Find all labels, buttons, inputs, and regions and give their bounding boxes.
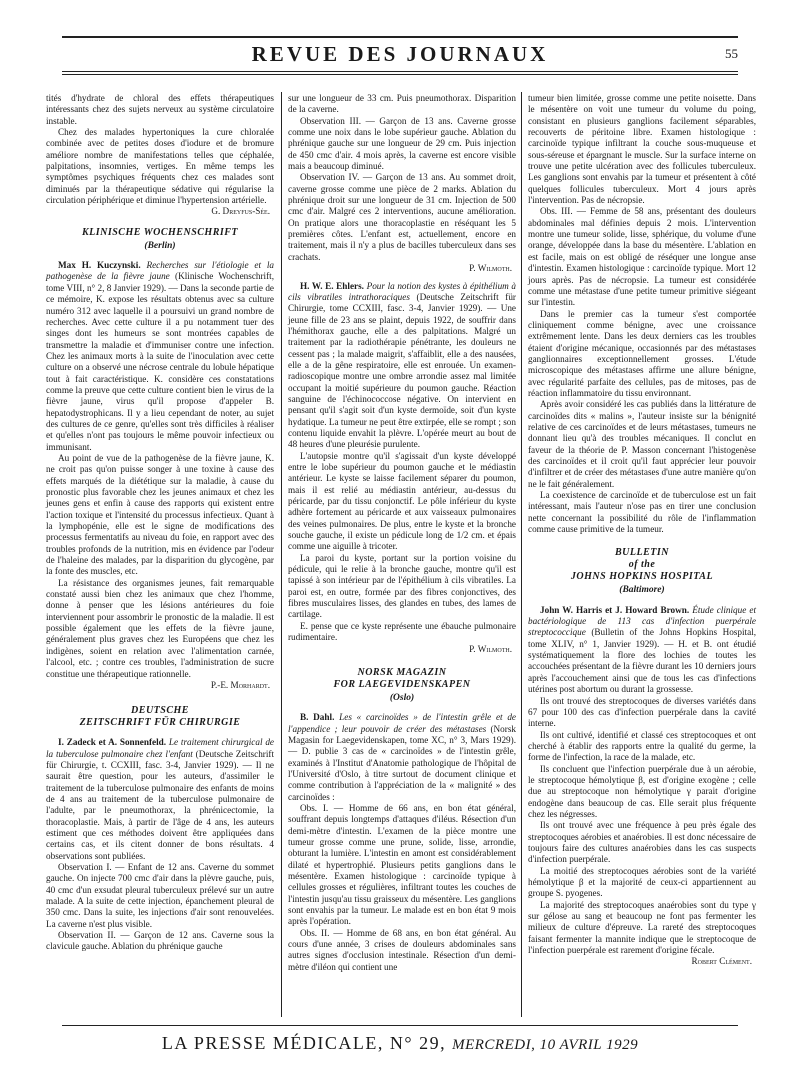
journal-heading-line: NORSK MAGAZIN	[357, 666, 447, 678]
journal-heading-line: of the	[628, 559, 656, 571]
paragraph: La paroi du kyste, portant sur la portion voisine du pédicule, qui le relie à la bronche gauche, montre qu'il est tapissé à son intérieur par de l'épithélium à cils vibratiles. La paroi est, en outre, formée par des fibres conjonctives, des fibres musculaires lisses, des glandes en tubes, des lames de cartilage.	[288, 552, 516, 620]
page-number: 55	[725, 46, 738, 61]
article-title: Étude clinique et bactériologique de 113 cas d'infection puerpérale streptococcique	[528, 604, 757, 638]
article-reference: (Norsk Magasin for Laegevidenskapen, tome XC, n° 3, Mars 1929).	[288, 723, 517, 745]
paragraph: tumeur bien limitée, grosse comme une petite noisette. Dans le mésentère on voit une tumeur du volume du poing, consistant en plusieurs ganglions facilement séparables, recouverts de péritoine libre. Examen histologique : carcinoïde typique infiltrant la couche sous-muqueuse et sous-séreuse et épargnant le muscle. Sur la surface interne on trouve une petite ulcération avec des follicules tuberculeux. Les ganglions sont envahis par la tumeur et présentent à côté quelques follicules tuberculeux. Mort 4 jours après l'intervention. Pas de nécropsie.	[528, 93, 756, 206]
paragraph: Obs. III. — Femme de 58 ans, présentant des douleurs abdominales mal définies depuis 2 mois. L'intervention montre une tumeur solide, lisse, sphérique, du volume d'une orange, développée dans la base du mésentère. L'ablation en est facile, mais on est obligé de réséquer une longue anse d'intestin. Examen histologique : carcinoïde typique. Mort 12 jours après. Pas de nécropsie. La tumeur est considérée comme une métastase d'une petite tumeur primitive siégeant sur l'intestin.	[528, 206, 756, 308]
journal-city: (Baltimore)	[619, 585, 665, 596]
article-text: — H. et B. ont étudié systématiquement la flore des lochies de toutes les accouchées présentant de la fièvre durant les 10 derniers jours après l'accouchement ainsi que de tous les cas d'infections utérines post abortum ou durant la grossesse.	[528, 638, 756, 695]
paragraph: Ils ont trouvé avec une fréquence à peu près égale des streptocoques aérobies et anaérobies. Il est donc nécessaire de toujours faire des cultures anaérobies dans les cas suspects d'infection puerpérale.	[528, 820, 756, 865]
article-entry	[288, 712, 516, 803]
article-text: — Une jeune fille de 23 ans se plaint, depuis 1922, de souffrir dans l'hémithorax gauche, elle a des palpitations. Malgré un traitement par la radiothérapie pénétrante, les douleurs ne cessent pas ; la malade maigrit, s'affaiblit, elle a des nausées, elle a de la gêne respiratoire, elle est enrouée. Un examen-radioscopique montre une ombre arrondie assez mal limitée occupant la moitié supérieure du poumon gauche. Réaction sanguine de l'échinococcose négative. On intervient en pensant qu'il s'agit soit d'un kyste dermoïde, soit d'un kyste hydatique. La tumeur ne peut être extirpée, elle se rompt ; son contenu liquide envahit la plèvre. L'opérée meurt au bout de 48 heures d'une pleurésie purulente.	[288, 303, 516, 450]
signature: P.-E. Morhardt.	[210, 679, 270, 690]
article-author: H. W. E. Ehlers.	[300, 280, 364, 291]
footer-issue: N° 29,	[389, 1033, 447, 1053]
journal-heading	[528, 547, 756, 583]
article-text: — Il ne saurait être question, pour les auteurs, d'assimiler le traitement de la tuberculose pulmonaire des enfants de moins de 4 ans au traitement de la tuberculose pulmonaire de l'adulte, par le pneumothorax, la phrénicectomie, la thoracoplastie. Mais, à partir de l'âge de 4 ans, les auteurs estiment que ces méthodes doivent être appliquées dans certains cas, et ils citent donner de bons résultats. 4 observations sont publiées.	[46, 759, 274, 861]
article-title: Recherches sur l'étiologie et la pathogenèse de la fièvre jaune	[46, 260, 275, 282]
journal-heading-line: FOR LAEGEVIDENSKAPEN	[333, 678, 471, 690]
journal-heading-line: DEUTSCHE	[131, 705, 189, 717]
paragraph: La résistance des organismes jeunes, fait remarquable constaté aussi bien chez les animaux que chez l'homme, donne à penser que les lésions antérieures du foie interviennent pour assombrir le pronostic de la maladie. Il est possible également que les effets de la fièvre jaune, généralement plus graves chez les Européens que chez les indigènes, soient en relation avec l'alimentation carnée, l'alcool, etc. ; contre ces troubles, l'administration de sucre constitue une thérapeutique rationnelle.	[46, 577, 274, 679]
journal-city: (Berlin)	[144, 240, 176, 251]
article-entry	[46, 737, 274, 862]
article-reference: (Klinische Wochenschrift, tome VIII, n° 2, 8 Janvier 1929).	[46, 271, 275, 293]
column-divider-2	[521, 92, 522, 1017]
journal-heading-line: BULLETIN	[615, 547, 669, 559]
signature: P. Wilmoth.	[469, 263, 512, 274]
article-entry	[528, 605, 756, 696]
journal-heading	[46, 705, 274, 729]
signature: G. Dreyfus-Sée.	[211, 206, 270, 217]
footer-date: MERCREDI, 10 AVRIL 1929	[452, 1037, 639, 1053]
header-rule-top	[62, 36, 738, 38]
header-rule-bottom	[62, 71, 738, 72]
article-reference: (Deutsche Zeitschrift für Chirurgie, t. CCXIII, fasc. 3-4, Janvier 1929).	[46, 748, 275, 770]
paragraph: Obs. II. — Homme de 68 ans, en bon état général. Au cours d'une année, 3 crises de douleurs abdominales sans autres signes d'occlusion intestinale. Résection d'un demi-mètre d'iléon qui contient une	[288, 927, 516, 972]
header-rule-bottom-2	[62, 74, 738, 75]
article-entry	[288, 281, 516, 451]
paragraph: Au point de vue de la pathogenèse de la fièvre jaune, K. ne croit pas qu'on puisse songer à une toxine à cause des effets marqués de la diététique sur la maladie, à cause du pronostic plus favorable chez les jeunes animaux et chez les jeunes gens et enfin à cause des rapports qui existent entre l'action toxique et l'intensité du processus infectieux. Quant à la lymphopénie, elle est le signe de modifications des processus fermentatifs au niveau du foie, en rapport avec des troubles profonds de la nutrition, mis en évidence par l'odeur de l'haleine des malades, par la disparition du glycogène, par la fonte des muscles, etc.	[46, 452, 274, 577]
journal-heading	[288, 667, 516, 691]
footer-line	[0, 1033, 800, 1054]
paragraph: La moitié des streptocoques aérobies sont de la variété hémolytique β et la majorité de ceux-ci appartiennent au groupe S. pyogenes.	[528, 865, 756, 899]
paragraph: Chez des malades hypertoniques la cure chloralée combinée avec de petites doses d'iodure et de bromure améliore nombre de manifestations telles que céphalée, palpitations, insomnies, vertiges. En même temps les symptômes psychiques fréquents chez ces malades sont diminués par la thérapeutique sédative qui régularise la circulation périphérique et diminue l'hypertension artérielle.	[46, 127, 274, 206]
paragraph: Observation I. — Enfant de 12 ans. Caverne du sommet gauche. On injecte 700 cmc d'air dans la plèvre gauche, puis, 40 cmc d'un exsudat pleural tuberculeux prélevé sur un autre malade. A la suite de cette injection, épanchement pleural de 350 cmc. Dans la suite, les injections d'air sont renouvelées. La caverne n'est plus visible.	[46, 861, 274, 929]
journal-city: (Oslo)	[389, 692, 415, 703]
article-text: — D. publie 3 cas de « carcinoïdes » de l'intestin grêle, examinés à l'Institut d'Anatomie pathologique de l'hôpital de l'Université d'Oslo, à titre surtout de document clinique et comme contribution à l'appréciation de la « malignité » des carcinoïdes :	[288, 746, 516, 802]
column-1	[46, 93, 274, 953]
journal-heading-line: JOHNS HOPKINS HOSPITAL	[570, 571, 714, 583]
paragraph: Ils ont cultivé, identifié et classé ces streptocoques et ont cherché à établir des rapports entre la qualité du germe, la forme de l'infection, la race de la malade, etc.	[528, 729, 756, 763]
paragraph: Observation III. — Garçon de 13 ans. Caverne grosse comme une noix dans le lobe supérieur gauche. Ablation du phrénique gauche sur une longueur de 29 cm. Puis injection de 450 cmc d'air. 4 mois après, la caverne est encore visible mais a beaucoup diminué.	[288, 115, 516, 172]
paragraph: E. pense que ce kyste représente une ébauche pulmonaire rudimentaire.	[288, 620, 516, 643]
paragraph: La coexistence de carcinoïde et de tuberculose est un fait intéressant, mais l'auteur n'ose pas en tirer une conclusion nette concernant la possibilité du rôle de l'inflammation comme cause primitive de la tumeur.	[528, 490, 756, 535]
column-3	[528, 93, 756, 968]
paragraph: Observation IV. — Garçon de 13 ans. Au sommet droit, caverne grosse comme une pièce de 2 marks. Ablation du phrénique droit sur une longueur de 31 cm. Injection de 500 cmc d'air. Malgré ces 2 interventions, aucune amélioration. On pratique alors une thoracoplastie en réséquant les 5 premières côtes. L'enfant est, actuellement, encore en traitement, mais il n'y a plus de bacilles tuberculeux dans ses crachats.	[288, 172, 516, 262]
column-2	[288, 93, 516, 973]
article-text: — Dans la seconde partie de ce mémoire, K. expose les résultats obtenus avec sa culture numéro 312 avec laquelle il a poursuivi un grand nombre de recherches. Avec cette culture il a pu notamment tuer des singes dont les humeurs se sont montrées capables de transmettre la maladie et d'immuniser contre une infection. Chez les animaux morts à la suite de l'inoculation avec cette culture on a observé une nécrose centrale du lobule hépatique tout à fait caractéristique. K. considère ces constatations comme la preuve que cette culture contient bien le virus de la fièvre jaune, virus qu'il propose d'appeler B. hepatodystrophicans. Il y a lieu cependant de noter, au sujet des cultures de ce genre, qu'elles sont très difficiles à réaliser et qu'elles n'ont pas toujours le même pouvoir infectieux ou immunisant.	[46, 282, 274, 452]
running-head: REVUE DES JOURNAUX	[251, 42, 549, 66]
article-entry	[46, 260, 274, 453]
article-author: Max H. Kuczynski.	[58, 260, 141, 271]
article-author: I. Zadeck et A. Sonnenfeld.	[58, 737, 167, 748]
paragraph: L'autopsie montre qu'il s'agissait d'un kyste développé entre le lobe supérieur du poumon gauche et le médiastin antérieur. Le kyste se laisse facilement séparer du poumon, mais il est relié au médiastin antérieur, au-dessus du péricarde, par du tissu conjonctif. Le pôle inférieur du kyste adhère fortement au péricarde et aux vaisseaux pulmonaires des veines pulmonaires. De plus, entre le kyste et la bronche souche gauche, il existe un pédicule long de 1/2 cm. et épais comme une aiguille à tricoter.	[288, 450, 516, 552]
paragraph: Observation II. — Garçon de 12 ans. Caverne sous la clavicule gauche. Ablation du phrénique gauche	[46, 930, 274, 952]
paragraph: La majorité des streptocoques anaérobies sont du type γ sur gélose au sang et beaucoup ne font pas fermenter les milieux de culture d'épreuve. La rareté des streptocoques faisant fermenter la mannite indique que le streptocoque de l'infection puerpérale est rarement d'origine fécale.	[528, 899, 756, 956]
article-title: Le traitement chirurgical de la tuberculose pulmonaire chez l'enfant	[46, 737, 274, 759]
journal-heading: KLINISCHE WOCHENSCHRIFT	[81, 226, 239, 238]
journal-heading-line: ZEITSCHRIFT FÜR CHIRURGIE	[79, 717, 241, 729]
footer-journal: LA PRESSE MÉDICALE,	[161, 1033, 384, 1053]
paragraph: Après avoir considéré les cas publiés dans la littérature de carcinoïdes dits « malins », l'auteur insiste sur la bénignité relative de ces carcinoïdes et de leurs métastases, tumeurs ne donnant lieu qu'à des troubles mécaniques. Il conclut en faveur de la théorie de P. Masson concernant l'histogenèse des carcinoïdes et il croit qu'il faut apprécier leur pouvoir d'infiltrer et de créer des métastases d'une autre manière qu'on ne le fait généralement.	[528, 399, 756, 489]
article-reference: (Deutsche Zeitschrift für Chirurgie, tome CCXIII, fasc. 3-4, Janvier 1929).	[288, 291, 516, 314]
article-title: Pour la notion des kystes à épithélium à cils vibratiles intrathoraciques	[288, 280, 516, 302]
article-title: Les « carcinoïdes » de l'intestin grêle et de l'appendice ; leur pouvoir de créer des métastases	[288, 712, 516, 734]
signature: Robert Clément.	[691, 956, 752, 967]
article-author: John W. Harris et J. Howard Brown.	[540, 604, 690, 615]
paragraph: Ils ont trouvé des streptocoques de diverses variétés dans 67 pour 100 des cas d'infection puerpérale dans la cavité interne.	[528, 695, 756, 729]
footer-rule	[62, 1025, 738, 1026]
signature: P. Wilmoth.	[469, 643, 512, 654]
article-author: B. Dahl.	[300, 712, 335, 723]
paragraph: tités d'hydrate de chloral des effets thérapeutiques intéressants chez des sujets nerveux au système circulatoire instable.	[46, 93, 274, 126]
paragraph: Ils concluent que l'infection puerpérale due à un aérobie, le streptocoque hémolytique β, est d'origine exogène ; celle due au streptocoque non hémolytique γ parait d'origine endogène dans beaucoup de cas. Elle serait plus fréquente chez les négresses.	[528, 763, 756, 819]
paragraph: Dans le premier cas la tumeur s'est comportée cliniquement comme bénigne, avec une croissance extrêmement lente. Dans les deux derniers cas les troubles étaient d'origine mécanique, occasionnés par des métastases ganglionnaires exceptionnellement grosses. L'étude microscopique des métastases affirme une allure bénigne, avec régularité parfaite des cellules, pas de mitoses, pas de réaction inflammatoire du tissu environnant.	[528, 308, 756, 398]
article-reference: (Bulletin of the Johns Hopkins Hospital, tome XLIV, n° 1, Janvier 1929).	[528, 627, 757, 649]
paragraph: sur une longueur de 33 cm. Puis pneumothorax. Disparition de la caverne.	[288, 93, 516, 115]
column-divider-1	[281, 92, 282, 1017]
paragraph: Obs. I. — Homme de 66 ans, en bon état général, souffrant depuis longtemps d'attaques d'iléus. Résection d'un demi-mètre d'intestin. L'examen de la pièce montre une tumeur grosse comme une prune, solide, lisse, arrondie, obturant la lumière. L'intestin en amont est considérablement dilaté et hypertrophié. Plusieurs petits ganglions dans le mésentère. Examen histologique : carcinoïde typique à cellules grosses et régulières, infiltrant toutes les couches de l'intestin jusqu'au tissu graisseux du mésentère. Les ganglions sont envahis par la tumeur. Le malade est en bon état 9 mois après l'opération.	[288, 802, 516, 927]
